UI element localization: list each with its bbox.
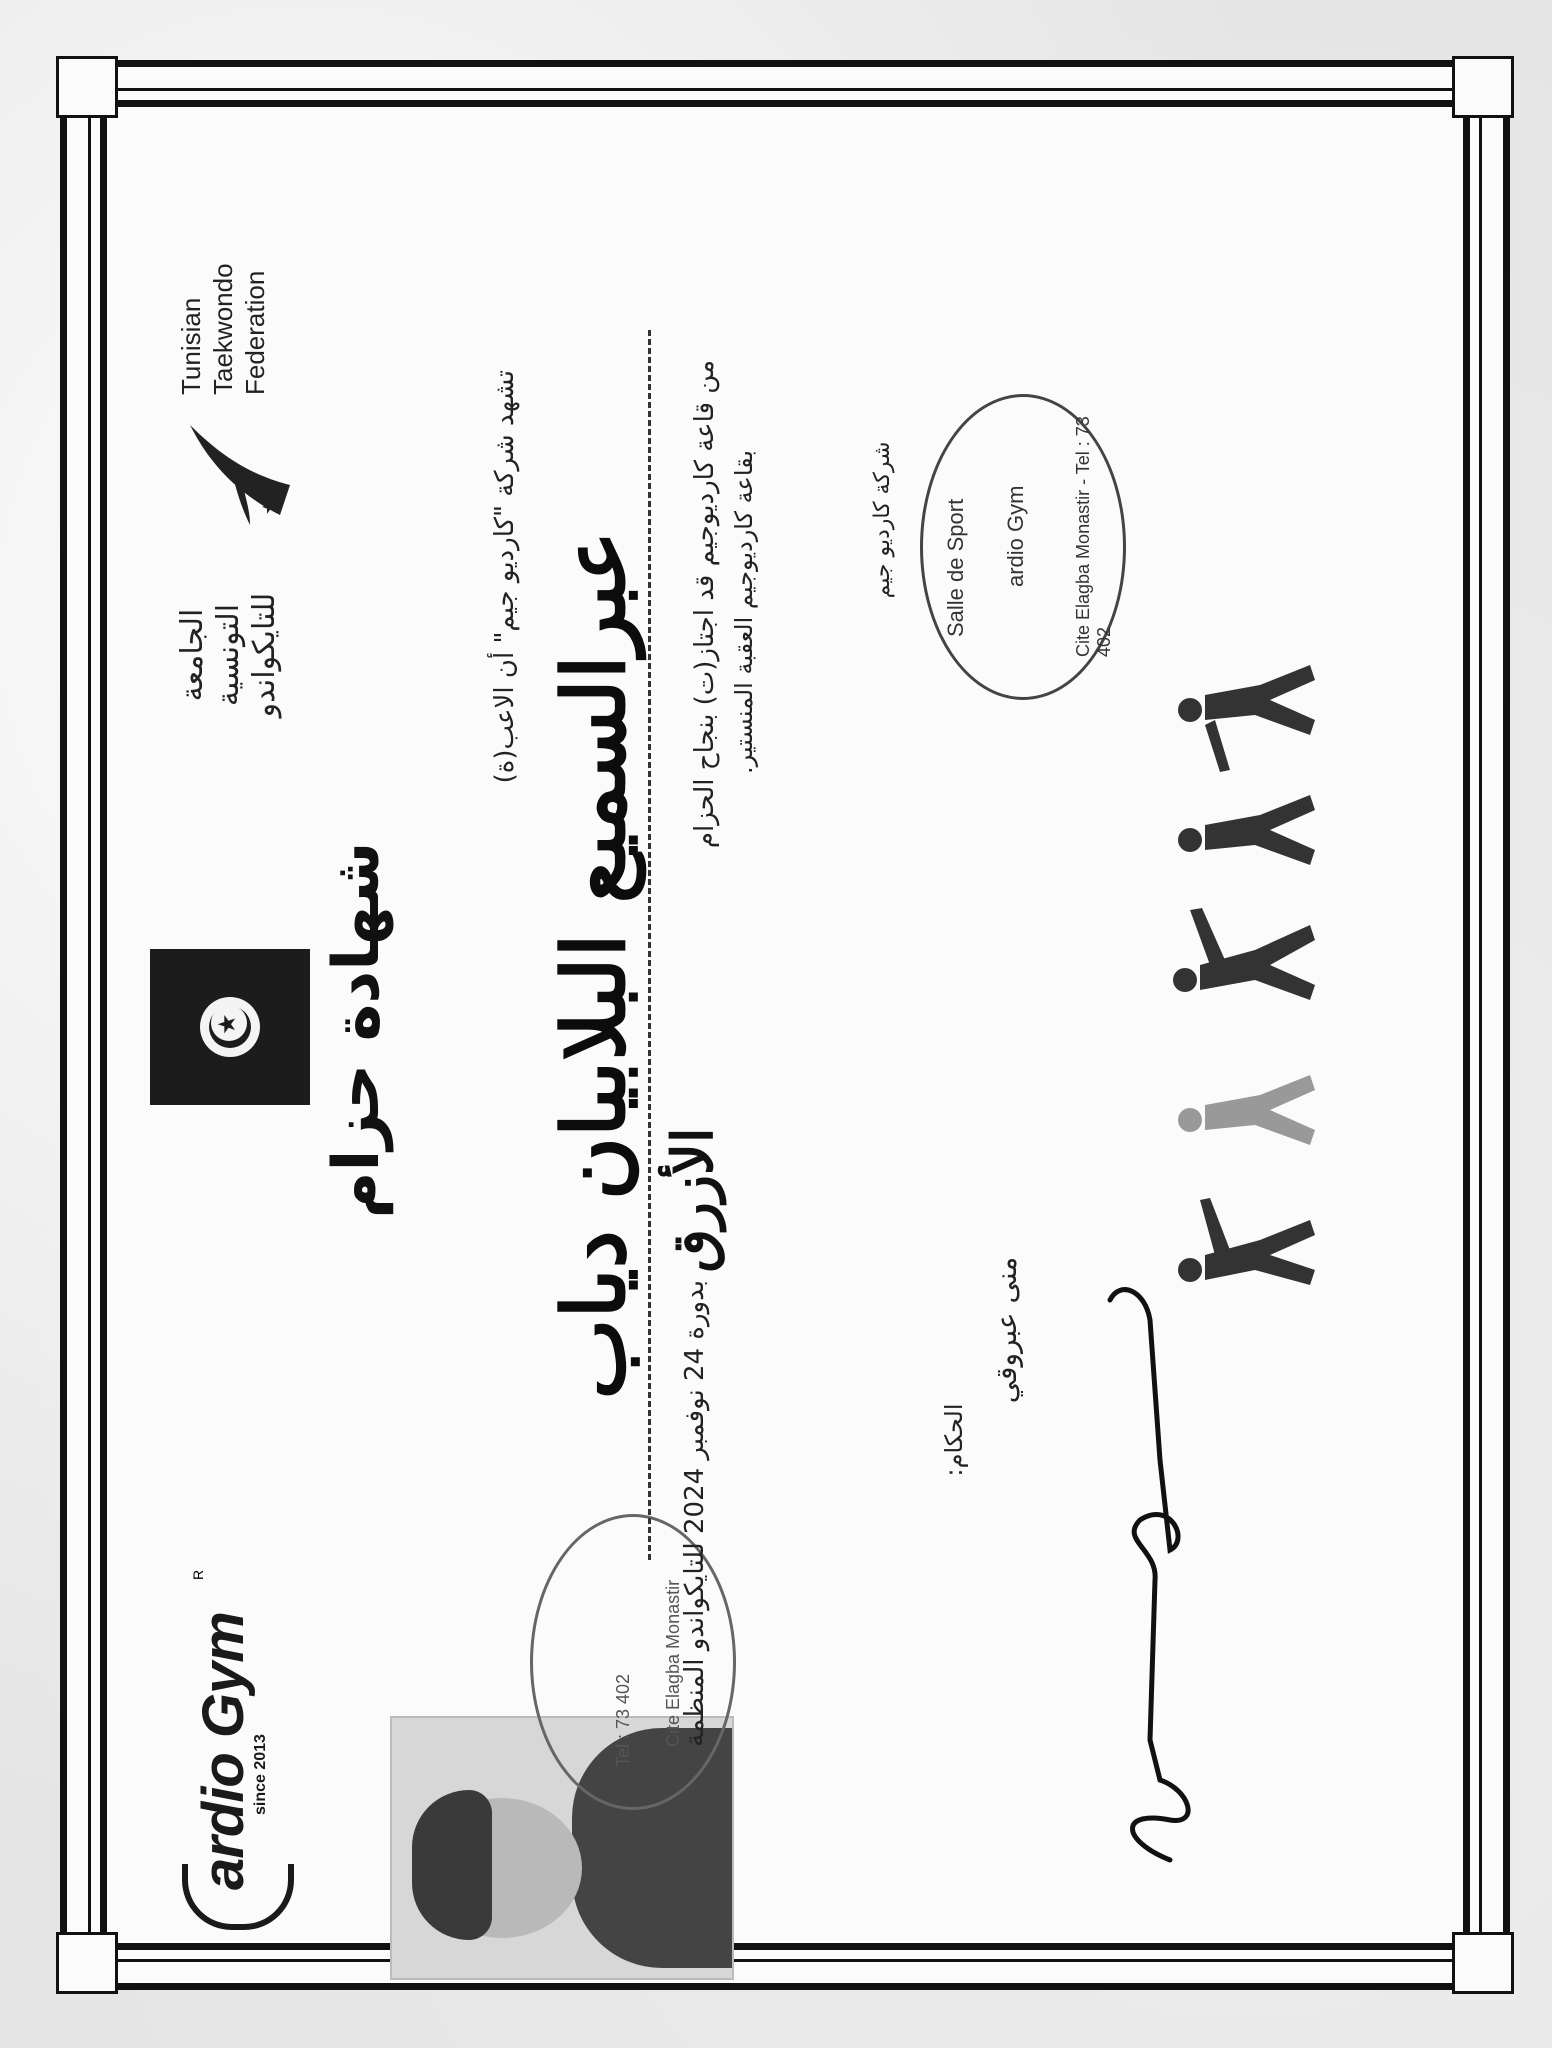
certificate-title: شهادة حزام <box>320 841 394 1219</box>
federation-header <box>175 120 315 740</box>
stamp-bottom: Cite Elagba Monastir - Tel : 73 402 <box>1073 416 1114 657</box>
judge-signature <box>1080 1260 1220 1880</box>
judges-label: الحكام: <box>940 1403 968 1477</box>
gym-stamp-large <box>920 394 1126 700</box>
frame-corner <box>56 56 118 118</box>
gym-logo-name: ardio Gym <box>191 1612 256 1890</box>
belt-certificate <box>60 60 1510 1990</box>
cardio-gym-logo <box>190 1550 290 1930</box>
venue-line: بقاعة كارديوجيم العقبة المنستير. <box>730 450 758 775</box>
company-signature-label: شركة كارديو جيم <box>870 441 895 599</box>
attestation-line: تشهد شركة "كارديو جيم" أن الاعب(ة) <box>490 370 520 784</box>
session-line: بدورة 24 نوفمبر 2024 للتايكواندو المنظمة <box>680 1280 710 1747</box>
gym-logo-registered: R <box>190 1569 206 1580</box>
judge-name: منى عبروقي <box>990 1256 1023 1404</box>
frame-corner <box>1452 56 1514 118</box>
federation-english-name: Tunisian Taekwondo Federation <box>176 263 270 395</box>
frame-corner <box>1452 1932 1514 1994</box>
svg-text:★: ★ <box>259 498 280 515</box>
gym-logo-since: since 2013 <box>252 1734 269 1815</box>
recipient-name: عبرالسميع البلابيان دياب <box>544 530 645 1400</box>
federation-arabic-name: الجامعة التونسية للتايكواندو <box>175 592 282 718</box>
stamp-middle: ardio Gym <box>1003 485 1028 587</box>
stamp-top: Salle de Sport <box>943 498 968 637</box>
stamp-phone: Tel : 73 402 <box>613 1673 633 1767</box>
federation-logo-icon <box>180 415 300 535</box>
stamp-address: Cite Elagba Monastir <box>663 1579 683 1747</box>
frame-corner <box>56 1932 118 1994</box>
fighters-silhouette-icon <box>1160 650 1330 1310</box>
tunisian-flag-icon: ★ <box>150 949 310 1105</box>
name-underline <box>648 330 651 1560</box>
belt-color: الأزرق <box>660 1127 726 1273</box>
passed-belt-line: من قاعة كارديوجيم قد اجتاز(ت) بنجاح الحزام <box>690 360 720 849</box>
